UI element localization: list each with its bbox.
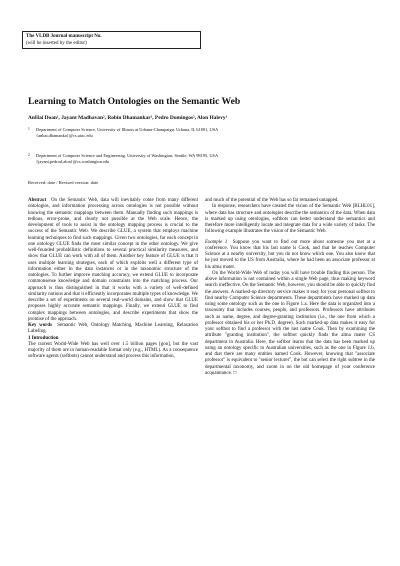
affiliation-2 — [28, 153, 368, 165]
journal-name: The VLDB Journal manuscript No. — [26, 34, 102, 39]
example-continuation: On the World-Wide Web of today you will have trouble finding this person. The above information is not contained within a single Web page, thus making keyword search ineffective. On the Semantic Web, however, you should be able to quickly find the answers. A marked-up directory service makes it easy for your personal softbot to find nearby Computer Science departments. These departments have marked up data using some ontology such as the one in Figure 1.a. Here the data is organized into a taxonomy that includes courses, people, and professors. Professors have attributes such as name, degree, and degree-granting institution (i.e., the one from which a professor obtained his or her Ph.D. degree). Such marked-up data makes it easy for your softbot to find a professor with the last name Cook. Then by examining the attribute "granting institution", the softbot quickly finds the alma mater CS department in Australia. Here, the softbot learns that the data has been marked up using an ontology specific to Australian universities, such as the one in Figure 1.b, and that there are many entities named Cook. However, knowing that "associate professor" is equivalent to "senior lecturer", the bot can select the right subtree in the departmental taxonomy, and zoom in on the old homepage of your conference acquaintance. □ — [205, 270, 375, 376]
author-list: AnHai Doan¹, Jayant Madhavan², Robin Dhamankar¹, Pedro Domingos², Alon Halevy² — [28, 115, 228, 121]
affiliation-number: 2 — [28, 153, 30, 157]
affiliation-address: Department of Computer Science, University of Illinois at Urbana-Champaign, Urbana, IL 61801, USA — [36, 127, 219, 132]
section-heading: 1 Introduction — [28, 335, 59, 341]
editor-note: (will be inserted by the editor) — [26, 41, 87, 46]
example-text: Suppose you want to find out more about someone you met at a conference. You know that his last name is Cook, and that he teaches Computer Science at a nearby university, but you do not know which one. You also know that he just moved to the US from Australia, where he had been an associate professor at his alma mater. — [205, 239, 376, 270]
affiliation-address: Department of Computer Science and Engineering, University of Washington, Seattle, WA 98195, USA — [36, 153, 219, 158]
keywords-label: Key words — [28, 323, 53, 328]
keywords-text: Semantic Web, Ontology Matching, Machine Learning, Relaxation Labeling. — [28, 323, 198, 335]
abstract — [28, 198, 198, 323]
example-label: Example 1 — [205, 239, 228, 245]
keywords — [28, 323, 198, 336]
abstract-label: Abstract — [28, 198, 47, 203]
affiliation-email: {anhai,dhamanka}@cs.uiuc.edu — [36, 133, 93, 138]
affiliation-email: {jayant,pedrod,alon}@cs.washington.edu — [36, 159, 110, 164]
affiliation-1 — [28, 127, 368, 139]
journal-header-box — [22, 31, 201, 49]
abstract-text: On the Semantic Web, data will inevitably come from many different ontologies, and information processing across ontologies is not possible without knowing the semantic mappings between them. Manually finding such mappings is tedious, error-prone, and clearly not possible at the Web scale. Hence, the development of tools to assist in the ontology mapping process is crucial to the success of the Semantic Web. We describe GLUE, a system that employs machine learning techniques to find such mappings. Given two ontologies, for each concept in one ontology GLUE finds the most similar concept in the other ontology. We give well-founded probabilistic definitions to several practical similarity measures, and show that GLUE can work with all of them. Another key feature of GLUE is that it uses multiple learning strategies, each of which exploits well a different type of information either in the data instances or in the taxonomic structure of the ontologies. To further improve matching accuracy, we extend GLUE to incorporate commonsense knowledge and domain constraints into the matching process. Our approach is thus distinguished in that it works with a variety of well-defined similarity notions and that it efficiently incorporates multiple types of knowledge. We describe a set of experiments on several real-world domains, and show that GLUE proposes highly accurate semantic mappings. Finally, we extend GLUE to find complex mappings between ontologies, and describe experiments that show the promise of the approach. — [28, 198, 199, 322]
affiliation-number: 1 — [28, 127, 30, 131]
intro-continuation: and much of the potential of the Web has so far remained untapped. — [205, 198, 339, 203]
right-column — [205, 198, 375, 377]
paper-title: Learning to Match Ontologies on the Semantic Web — [28, 96, 241, 107]
intro-paragraph: The current World-Wide Web has well over 1.5 billion pages [goo], but the vast majority of them are in human-readable format only (e.g., HTML). As a consequence software agents (softbots) cannot understand and process this information, — [28, 341, 198, 360]
received-date: Received: date / Revised version: date — [28, 180, 99, 185]
example-paragraph — [205, 240, 375, 271]
semantic-web-paragraph: In response, researchers have created the vision of the Semantic Web [BLHL01], where data has structure and ontologies describe the semantics of the data. When data is marked up using ontologies, softbots can better understand the semantics and therefore more intelligently locate and integrate data for a wide variety of tasks. The following example illustrates the vision of the Semantic Web. — [205, 204, 375, 235]
left-column — [28, 198, 198, 361]
